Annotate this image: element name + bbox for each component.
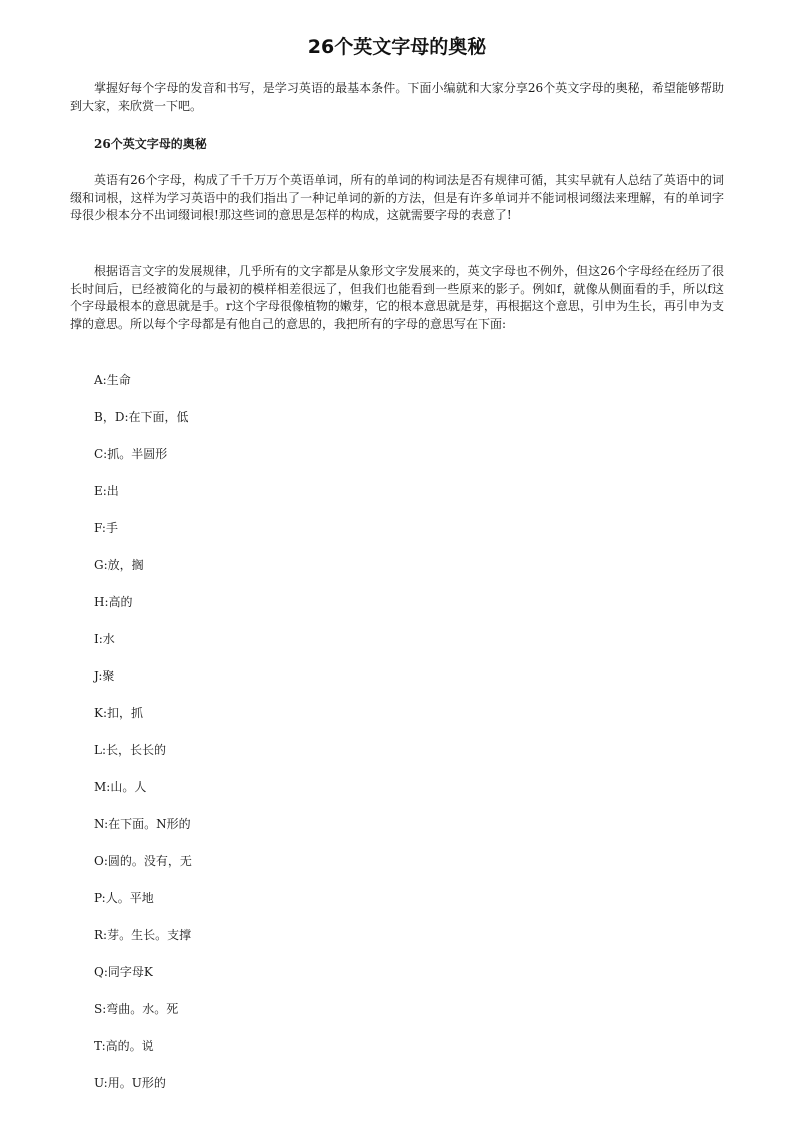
list-item: M:山。人 — [94, 780, 147, 794]
intro-paragraph: 掌握好每个字母的发音和书写，是学习英语的最基本条件。下面小编就和大家分享26个英文字母的奥秘，希望能够帮助到大家，来欣赏一下吧。 — [70, 81, 724, 113]
list-item: G:放，搁 — [94, 558, 144, 572]
list-item: J:聚 — [94, 669, 115, 683]
section-heading: 26个英文字母的奥秘 — [94, 137, 207, 151]
list-item: A:生命 — [94, 373, 131, 387]
list-item: I:水 — [94, 632, 115, 646]
list-item: F:手 — [94, 521, 118, 535]
list-item: O:圆的。没有，无 — [94, 854, 192, 868]
list-item: L:长，长长的 — [94, 743, 167, 757]
list-item: S:弯曲。水。死 — [94, 1002, 179, 1016]
list-item: Q:同字母K — [94, 965, 153, 979]
list-item: U:用。U形的 — [94, 1076, 166, 1090]
list-item: H:高的 — [94, 595, 133, 609]
page-title: 26个英文字母的奥秘 — [307, 36, 487, 58]
list-item: T:高的。说 — [94, 1039, 154, 1053]
letter-meaning-list — [94, 372, 192, 1112]
body-paragraph-2: 根据语言文字的发展规律，几乎所有的文字都是从象形文字发展来的，英文字母也不例外，但这26个字母经在经历了很长时间后，已经被简化的与最初的模样相差很远了，但我们也能看到一些原来的影子。例如f，就像从侧面看的手，所以f这个字母最根本的意思就是手。r这个字母很像植物的嫩芽，它的根本意思就是芽，再根据这个意思，引申为生长，再引申为支撑的意思。所以每个字母都是有他自己的意思的，我把所有的字母的意思写在下面: — [70, 264, 724, 331]
body-paragraph-1: 英语有26个字母，构成了千千万万个英语单词，所有的单词的构词法是否有规律可循，其实早就有人总结了英语中的词缀和词根，这样为学习英语中的我们指出了一种记单词的新的方法，但是有许多单词并不能词根词缀法来理解，有的单词字母很少根本分不出词缀词根!那这些词的意思是怎样的构成，这就需要字母的表意了! — [70, 173, 724, 222]
list-item: B，D:在下面，低 — [94, 410, 189, 424]
list-item: E:出 — [94, 484, 119, 498]
list-item: C:抓。半圆形 — [94, 447, 168, 461]
list-item: P:人。平地 — [94, 891, 154, 905]
list-item: K:扣，抓 — [94, 706, 144, 720]
list-item: R:芽。生长。支撑 — [94, 928, 192, 942]
list-item: N:在下面。N形的 — [94, 817, 191, 831]
